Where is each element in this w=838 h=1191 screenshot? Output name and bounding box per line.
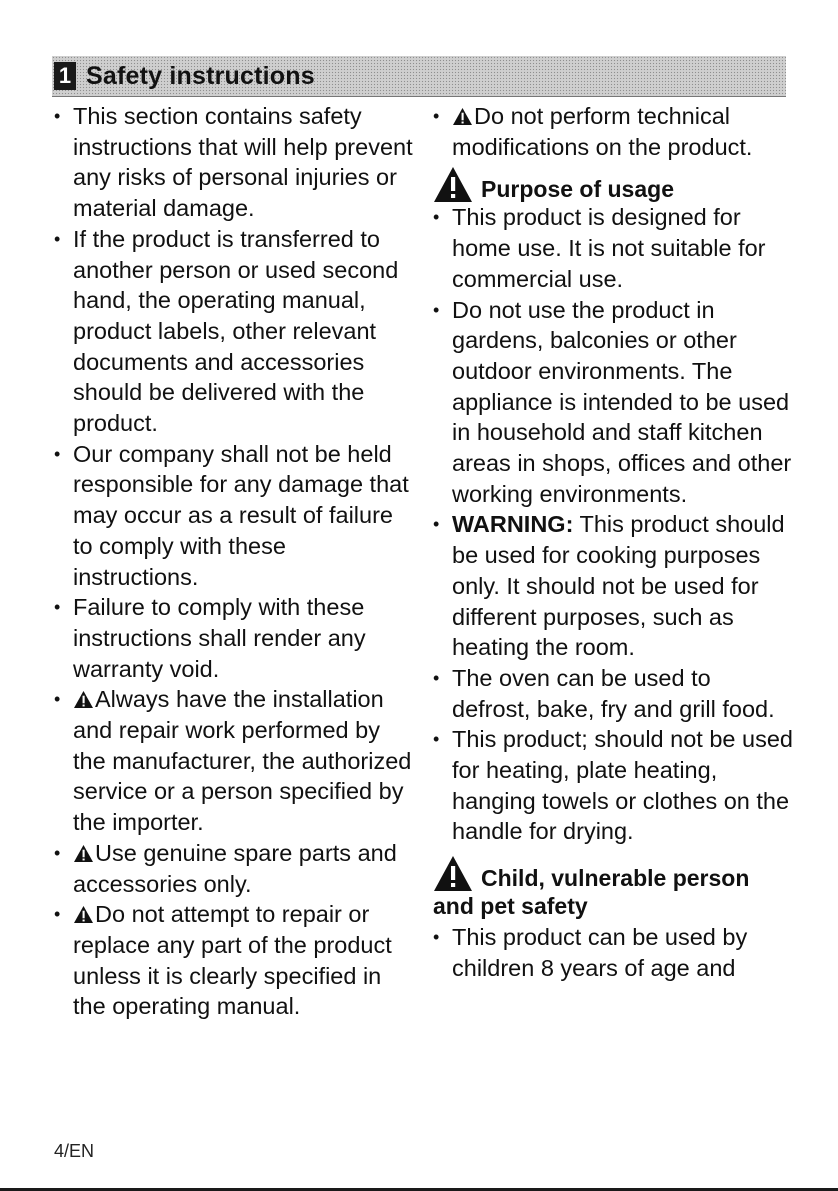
warning-triangle-icon <box>73 844 94 863</box>
item-text: The oven can be used to defrost, bake, fry and grill food. <box>452 664 775 722</box>
item-text: Do not use the product in gardens, balconies or other outdoor environments. The appliance is intended to be used in household and staff kitchen areas in shops, offices and other working environments. <box>452 296 792 507</box>
modification-warning-list <box>433 101 793 162</box>
item-text: Do not perform technical modifications on the product. <box>452 103 753 160</box>
list-item <box>433 509 793 663</box>
bullet-icon: • <box>54 904 61 925</box>
child-safety-heading-line1: Child, vulnerable person <box>481 865 750 892</box>
item-text: Always have the installation and repair work performed by the manufacturer, the authorized service or a person specified by the importer. <box>73 686 412 836</box>
large-warning-triangle-icon <box>433 166 477 204</box>
list-item <box>54 684 414 838</box>
list-item <box>433 295 793 510</box>
bullet-icon: • <box>54 597 61 618</box>
item-text: This product can be used by children 8 years of age and <box>452 923 748 981</box>
item-text: Do not attempt to repair or replace any part of the product unless it is clearly specified in the operating manual. <box>73 901 392 1020</box>
warning-triangle-icon <box>452 107 473 126</box>
item-text: If the product is transferred to another person or used second hand, the operating manual, product labels, other relevant documents and accessories should be delivered with the product. <box>73 225 399 437</box>
list-item <box>433 663 793 724</box>
bullet-icon: • <box>433 106 440 126</box>
item-text: This section contains safety instructions that will help prevent any risks of personal injuries or material damage. <box>73 103 413 222</box>
list-item <box>433 724 793 847</box>
large-warning-triangle-icon <box>433 855 477 893</box>
item-text: This product is designed for home use. It is not suitable for commercial use. <box>452 204 766 292</box>
list-item <box>54 439 414 593</box>
item-text: This product; should not be used for heating, plate heating, hanging towels or clothes on the handle for drying. <box>452 726 793 845</box>
right-column <box>433 101 793 983</box>
item-text: Our company shall not be held responsible for any damage that may occur as a result of failure to comply with these instructions. <box>73 440 409 590</box>
list-item <box>433 101 793 162</box>
purpose-heading-text: Purpose of usage <box>481 176 674 203</box>
bullet-icon: • <box>433 299 440 320</box>
list-item <box>433 202 793 294</box>
list-item <box>433 922 793 983</box>
list-item <box>54 899 414 1022</box>
chapter-number-badge: 1 <box>54 62 76 90</box>
list-item <box>54 838 414 899</box>
bullet-icon: • <box>54 106 61 126</box>
purpose-list <box>433 202 793 847</box>
bullet-icon: • <box>54 842 61 863</box>
left-column <box>54 101 414 1022</box>
warning-triangle-icon <box>73 690 94 709</box>
item-text: This product should be used for cooking purposes only. It should not be used for different purposes, such as heating the room. <box>452 511 785 661</box>
purpose-heading <box>433 162 793 202</box>
bullet-icon: • <box>54 443 61 464</box>
list-item <box>54 224 414 439</box>
warning-triangle-icon <box>73 905 94 924</box>
bullet-icon: • <box>433 926 440 947</box>
section-header-bar <box>52 56 786 97</box>
item-text: Failure to comply with these instructions shall render any warranty void. <box>73 594 366 682</box>
child-safety-list <box>433 922 793 983</box>
bullet-icon: • <box>433 667 440 688</box>
child-safety-heading-line2: and pet safety <box>433 893 588 920</box>
section-title: Safety instructions <box>86 62 315 90</box>
list-item <box>54 592 414 684</box>
bullet-icon: • <box>433 514 440 535</box>
page-number: 4/EN <box>54 1141 95 1161</box>
list-item <box>54 101 414 224</box>
left-instruction-list <box>54 101 414 1022</box>
bullet-icon: • <box>54 689 61 710</box>
bullet-icon: • <box>433 207 440 228</box>
item-text: Use genuine spare parts and accessories only. <box>73 839 397 897</box>
bullet-icon: • <box>54 228 61 249</box>
child-safety-heading <box>433 851 793 891</box>
bullet-icon: • <box>433 729 440 750</box>
warning-label: WARNING: <box>452 511 574 538</box>
